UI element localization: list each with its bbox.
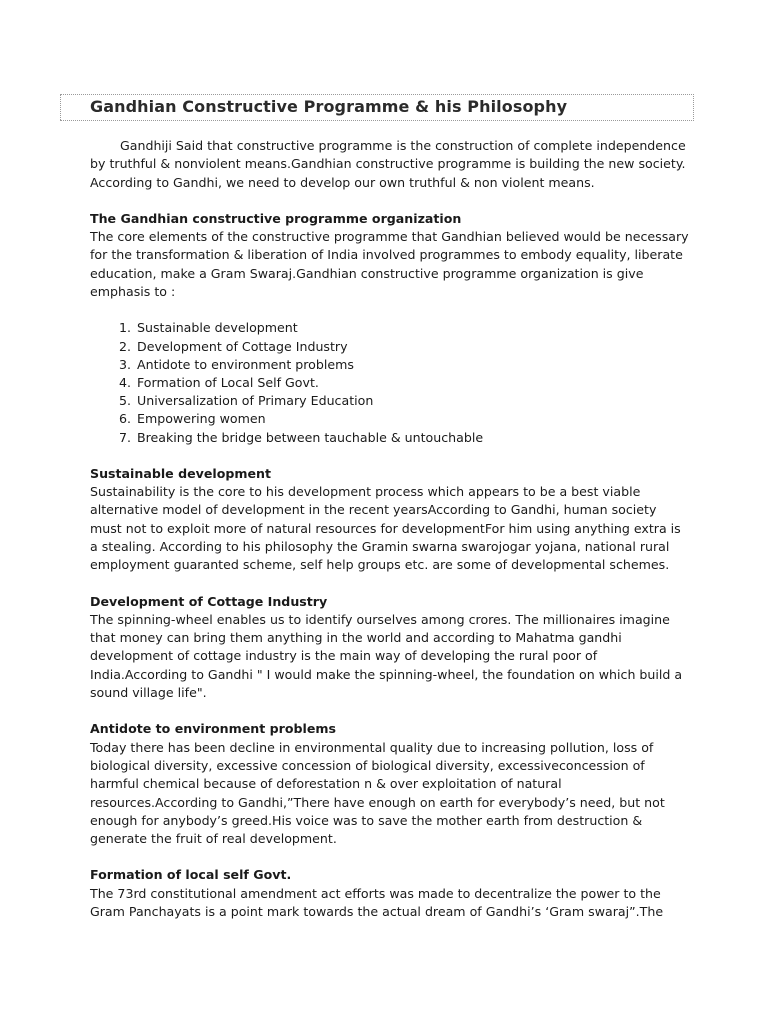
- emphasis-list: [90, 319, 690, 446]
- sustainable-section: [90, 465, 690, 575]
- cottage-heading: Development of Cottage Industry: [90, 593, 328, 609]
- local-govt-section: [90, 866, 690, 921]
- list-item: 5. Universalization of Primary Education: [135, 392, 690, 410]
- document-body: [90, 137, 690, 939]
- local-govt-paragraph: The 73rd constitutional amendment act efforts was made to decentralize the power to the Gram Panchayats is a point mark towards the actual dream of Gandhi’s ‘Gram swaraj”.The: [90, 885, 664, 920]
- list-item: 1. Sustainable development: [135, 319, 690, 337]
- environment-paragraph: [90, 739, 690, 849]
- sustainable-heading: Sustainable development: [90, 465, 272, 481]
- document-title: Gandhian Constructive Programme & his Philosophy: [90, 97, 568, 116]
- list-item: 4. Formation of Local Self Govt.: [135, 374, 690, 392]
- list-item: 6. Empowering women: [135, 410, 690, 428]
- organization-heading: The Gandhian constructive programme organization: [90, 210, 462, 226]
- list-item: 7. Breaking the bridge between tauchable & untouchable: [135, 429, 690, 447]
- list-item: 2. Development of Cottage Industry: [135, 338, 690, 356]
- cottage-paragraph: The spinning-wheel enables us to identify ourselves among crores. The millionaires imagine that money can bring them anything in the world and according to Mahatma gandhi development of cottage industry is the main way of developing the rural poor of India.According to Gandhi " I would make the spinning-wheel, the foundation on which build a sound village life".: [90, 611, 683, 701]
- cottage-section: [90, 593, 690, 703]
- title-box: [60, 94, 694, 121]
- organization-paragraph: The core elements of the constructive programme that Gandhian believed would be necessary for the transformation & liberation of India involved programmes to embody equality, liberate education, make a Gram Swaraj.Gandhian constructive programme organization is give emphasis to :: [90, 229, 689, 300]
- sustainable-paragraph: Sustainability is the core to his development process which appears to be a best viable alternative model of development in the recent yearsAccording to Gandhi, human society must not to exploit more of natural resources for developmentFor him using anything extra is a stealing. According to his philosophy the Gramin swarna swarojogar yojana, national rural employment guaranted scheme, self help groups etc. are some of developmental schemes.: [90, 484, 681, 573]
- environment-text-part-1: Today there has been decline in environmental quality due to increasing pollution, loss of biological diversity, excessive concession of biological diversity, excessiveconcession of harmful chemical because of deforestation n & over exploitation of natural: [90, 739, 654, 792]
- environment-section: [90, 720, 690, 848]
- environment-heading: Antidote to environment problems: [90, 721, 336, 737]
- organization-section: [90, 210, 690, 447]
- list-item: 3. Antidote to environment problems: [135, 356, 690, 374]
- environment-text-part-2: resources.According to Gandhi,”There have enough on earth for everybody’s need, but not enough for anybody’s greed.His voice was to save the mother earth from destruction & generate the fruit of real development.: [90, 794, 665, 847]
- local-govt-heading: Formation of local self Govt.: [90, 867, 292, 883]
- intro-paragraph: Gandhiji Said that constructive programme is the construction of complete independence by truthful & nonviolent means.Gandhian constructive programme is building the new society. According to Gandhi, we need to develop our own truthful & non violent means.: [90, 138, 686, 190]
